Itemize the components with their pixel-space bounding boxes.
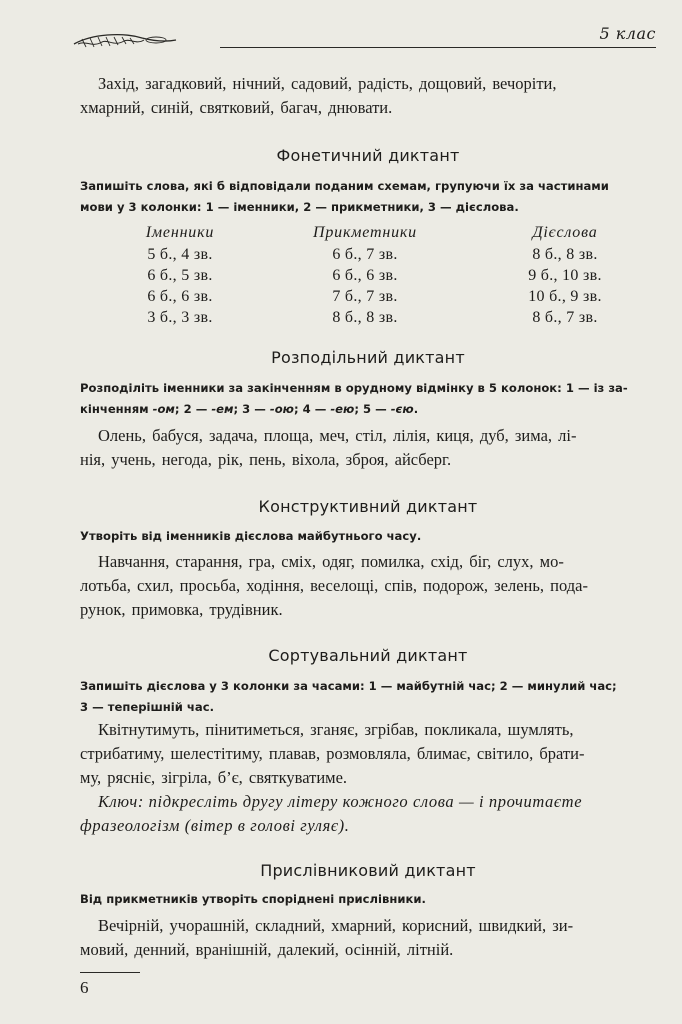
column-nouns	[100, 222, 260, 328]
distributive-instruction-line-2: кінченням -ом; 2 — -ем; 3 — -ою; 4 — -ею; 5 — -єю.	[80, 402, 419, 416]
section-title-distributive: Розподільний диктант	[271, 348, 465, 367]
class-label: 5 клас	[599, 24, 656, 43]
column-header: Дієслова	[532, 224, 598, 241]
section-title-constructive: Конструктивний диктант	[258, 497, 478, 516]
key-label: Ключ:	[98, 792, 144, 811]
table-cell: 8 б., 8 зв.	[332, 309, 398, 326]
phonetic-instruction-line-1: Запишіть слова, які б відповідали поданим схемам, групуючи їх за частинами	[80, 179, 609, 193]
sorting-instruction-line-2: 3 — теперішній час.	[80, 700, 214, 714]
distributive-instruction	[80, 378, 656, 420]
table-cell: 6 б., 6 зв.	[332, 267, 398, 284]
table-cell: 8 б., 7 зв.	[532, 309, 598, 326]
feather-ornament-icon	[72, 30, 178, 52]
table-cell: 8 б., 8 зв.	[532, 246, 598, 263]
adverbial-instruction: Від прикметників утворіть споріднені прислівники.	[80, 892, 426, 906]
constructive-text-line-3: рунок, примовка, трудівник.	[80, 600, 283, 619]
constructive-text-line-2: лотьба, схил, просьба, ходіння, веселощі, спів, подорож, зелень, пода-	[80, 576, 588, 595]
table-cell: 5 б., 4 зв.	[147, 246, 213, 263]
section-title-adverbial: Прислівниковий диктант	[260, 861, 476, 880]
phonetic-instruction-line-2: мови у 3 колонки: 1 — іменники, 2 — прикметники, 3 — дієслова.	[80, 200, 519, 214]
distributive-text	[80, 424, 656, 472]
distributive-text-line-1: Олень, бабуся, задача, площа, меч, стіл, лілія, киця, дуб, зима, лі-	[98, 426, 577, 445]
sorting-text-line-1: Квітнутимуть, пінитиметься, зганяє, згрібав, покликала, шумлять,	[98, 720, 574, 739]
sorting-instruction-line-1: Запишіть дієслова у 3 колонки за часами: 1 — майбутній час; 2 — минулий час;	[80, 679, 617, 693]
intro-line-2: хмарний, синій, святковий, багач, днювати.	[80, 98, 393, 117]
table-cell: 10 б., 9 зв.	[528, 288, 602, 305]
section-title-phonetic: Фонетичний диктант	[276, 146, 460, 165]
sorting-instruction	[80, 676, 656, 718]
intro-line-1: Захід, загадковий, нічний, садовий, радість, дощовий, вечоріти,	[98, 74, 557, 93]
constructive-text-line-1: Навчання, старання, гра, сміх, одяг, помилка, схід, біг, слух, мо-	[98, 552, 564, 571]
column-header: Прикметники	[313, 224, 417, 241]
table-cell: 3 б., 3 зв.	[147, 309, 213, 326]
intro-text	[80, 72, 656, 120]
table-cell: 6 б., 6 зв.	[147, 288, 213, 305]
column-adjectives	[285, 222, 445, 328]
sorting-key	[80, 790, 656, 838]
table-cell: 9 б., 10 зв.	[528, 267, 602, 284]
sorting-text	[80, 718, 656, 790]
sorting-key-line-2: фразеологізм (вітер в голові гуляє).	[80, 816, 350, 835]
adverbial-text-line-2: мовий, денний, вранішній, далекий, осінній, літній.	[80, 940, 454, 959]
distributive-instruction-line-1: Розподіліть іменники за закінченням в орудному відмінку в 5 колонок: 1 — із за-	[80, 381, 628, 395]
constructive-text	[80, 550, 656, 622]
sorting-key-line-1: Ключ: підкресліть другу літеру кожного слова — і прочитаєте	[98, 792, 583, 811]
column-verbs	[485, 222, 645, 328]
table-cell: 6 б., 7 зв.	[332, 246, 398, 263]
footer-rule	[80, 972, 140, 973]
section-title-sorting: Сортувальний диктант	[268, 646, 468, 665]
header-rule	[220, 47, 656, 48]
sorting-text-line-3: му, рясніє, зігріла, б’є, святкуватиме.	[80, 768, 348, 787]
table-cell: 6 б., 5 зв.	[147, 267, 213, 284]
phonetic-instruction	[80, 176, 656, 218]
column-header: Іменники	[145, 224, 215, 241]
distributive-text-line-2: нія, учень, негода, рік, пень, віхола, зброя, айсберг.	[80, 450, 452, 469]
table-cell: 7 б., 7 зв.	[332, 288, 398, 305]
constructive-instruction: Утворіть від іменників дієслова майбутнього часу.	[80, 529, 422, 543]
adverbial-text	[80, 914, 656, 962]
page-number: 6	[80, 978, 89, 997]
sorting-text-line-2: стрибатиму, шелестітиму, плавав, розмовляла, блимає, світило, брати-	[80, 744, 585, 763]
adverbial-text-line-1: Вечірній, учорашній, складний, хмарний, корисний, швидкий, зи-	[98, 916, 574, 935]
